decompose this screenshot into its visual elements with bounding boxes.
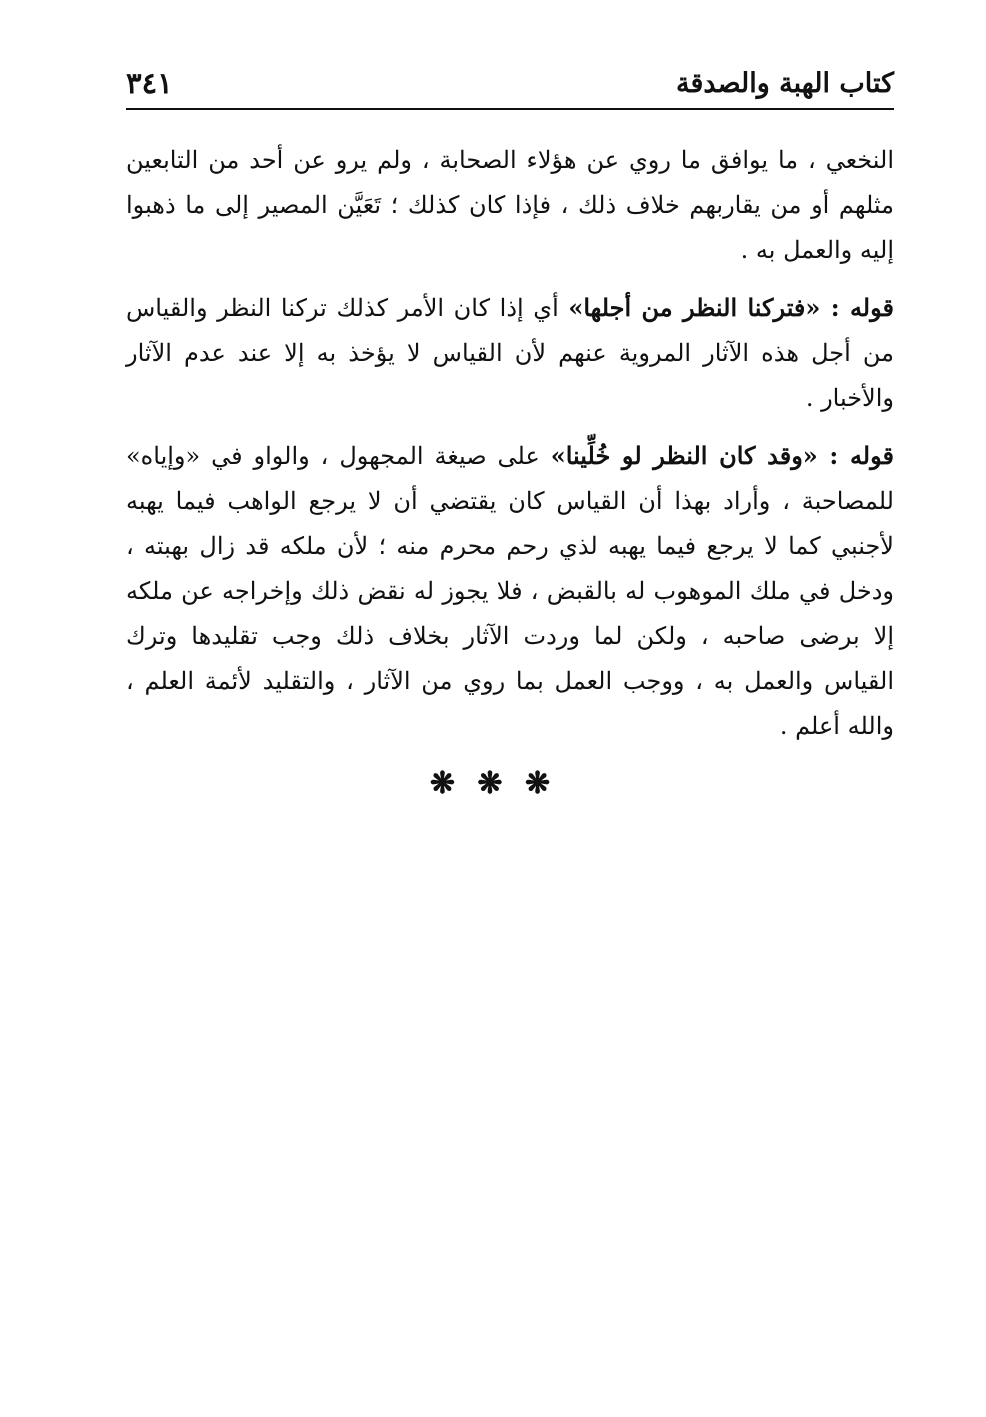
- chapter-title: كتاب الهبة والصدقة: [676, 67, 894, 99]
- page-number: ٣٤١: [126, 66, 173, 100]
- paragraph: [126, 285, 894, 421]
- paragraph-text: أي إذا كان الأمر كذلك تركنا النظر والقياس من أجل هذه الآثار المروية عنهم لأن القياس لا يؤخذ به إلا عند عدم الآثار والأخبار .: [126, 294, 894, 412]
- section-separator: ❋ ❋ ❋: [429, 766, 557, 801]
- paragraph-text: على صيغة المجهول ، والواو في «وإياه» للمصاحبة ، وأراد بهذا أن القياس كان يقتضي أن لا يرجع الواهب فيما يهبه لأجنبي كما لا يرجع فيما يهبه لذي رحم محرم منه ؛ لأن ملكه قد زال بهبته ، ودخل في ملك الموهوب له بالقبض ، فلا يجوز له نقض ذلك وإخراجه عن ملكه إلا برضى صاحبه ، ولكن لما وردت الآثار بخلاف ذلك وجب تقليدها وترك القياس والعمل به ، ووجب العمل بما روي من الآثار ، والتقليد لأئمة العلم ، والله أعلم .: [126, 442, 894, 740]
- quote-lead: قوله : «وقد كان النظر لو خُلِّينا»: [550, 441, 894, 470]
- page-header: [126, 58, 894, 110]
- paragraph: [126, 138, 894, 273]
- paragraph: [126, 433, 894, 749]
- paragraph-text: النخعي ، ما يوافق ما روي عن هؤلاء الصحابة ، ولم يرو عن أحد من التابعين مثلهم أو من يقاربهم خلاف ذلك ، فإذا كان كذلك ؛ تَعَيَّن المصير إلى ما ذهبوا إليه والعمل به .: [126, 146, 894, 264]
- quote-lead: قوله : «فتركنا النظر من أجلها»: [568, 293, 894, 322]
- body-text: [126, 138, 894, 761]
